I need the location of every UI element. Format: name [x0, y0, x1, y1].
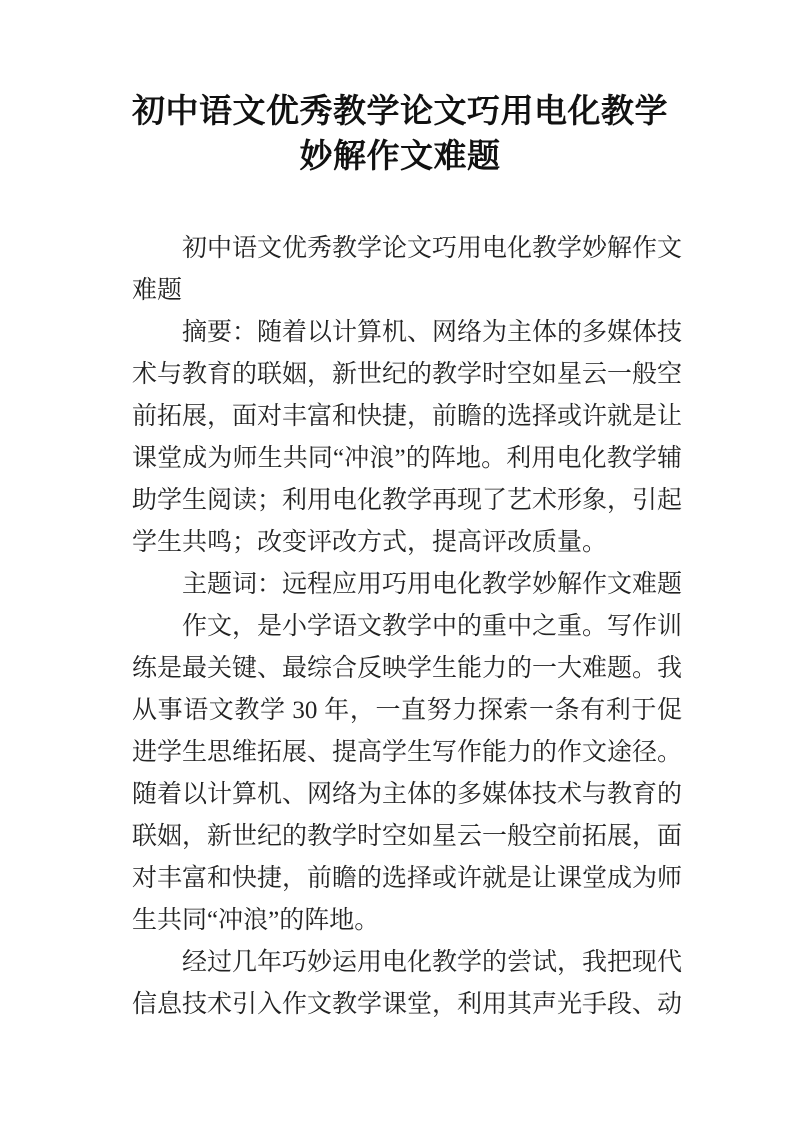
- paragraph-title-repeat: 初中语文优秀教学论文巧用电化教学妙解作文难题: [132, 235, 683, 304]
- paragraph-keywords: 主题词：远程应用巧用电化教学妙解作文难题: [182, 571, 683, 598]
- title-line-2: 妙解作文难题: [299, 137, 501, 174]
- paragraph-body-1: 作文，是小学语文教学中的重中之重。写作训练是最关键、最综合反映学生能力的一大难题。我从事语文教学 30 年，一直努力探索一条有利于促进学生思维拓展、提高学生写作能力的作文途径。随着以计算机、网络为主体的多媒体技术与教育的联姻，新世纪的教学时空如星云一般空前拓展，面对丰富和快捷，前瞻的选择或许就是让课堂成为师生共同“冲浪”的阵地。: [132, 613, 683, 934]
- title-line-1: 初中语文优秀教学论文巧用电化教学: [132, 92, 668, 129]
- document-title: [80, 88, 720, 178]
- paragraph-body-2: 经过几年巧妙运用电化教学的尝试，我把现代信息技术引入作文教学课堂，利用其声光手段、动: [132, 949, 683, 1018]
- document-body: [132, 228, 682, 1026]
- paragraph-abstract: 摘要：随着以计算机、网络为主体的多媒体技术与教育的联姻，新世纪的教学时空如星云一般空前拓展，面对丰富和快捷，前瞻的选择或许就是让课堂成为师生共同“冲浪”的阵地。利用电化教学辅助学生阅读；利用电化教学再现了艺术形象，引起学生共鸣；改变评改方式，提高评改质量。: [132, 319, 683, 556]
